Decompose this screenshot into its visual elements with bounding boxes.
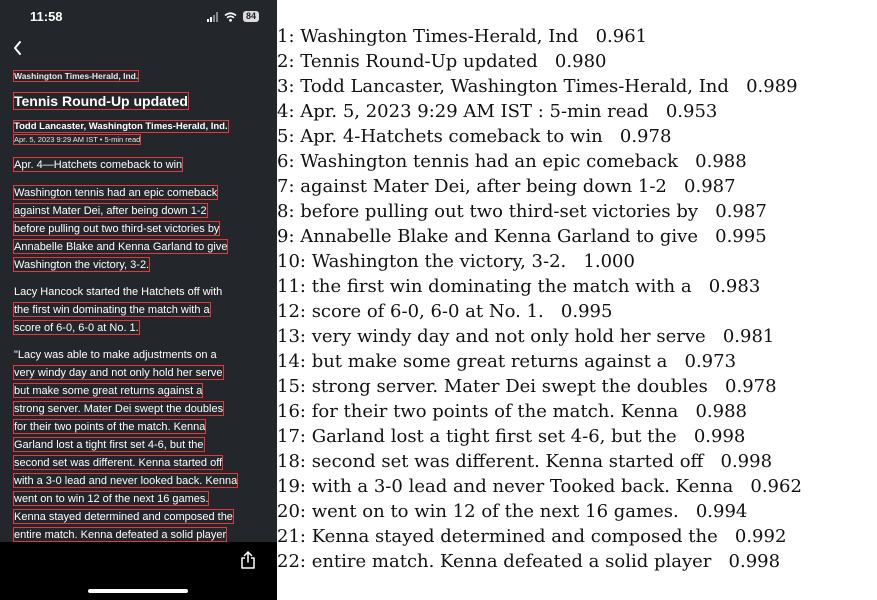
ocr-line: 20: went on to win 12 of the next 16 games. 0.994 xyxy=(277,501,748,522)
article-line: "Lacy was able to make adjustments on a xyxy=(14,349,217,361)
ocr-line: 6: Washington tennis had an epic comeback 0.988 xyxy=(277,151,747,172)
article-line: Apr. 4—Hatchets comeback to win xyxy=(14,159,183,171)
article-line: second set was different. Kenna started off xyxy=(14,457,223,469)
article-line: Garland lost a tight first set 4-6, but the xyxy=(14,439,204,451)
article-line: Washington the victory, 3-2. xyxy=(14,259,150,271)
article-line: for their two points of the match. Kenna xyxy=(14,421,206,433)
article-author: Todd Lancaster, Washington Times-Herald, Ind. xyxy=(14,121,228,132)
article-source: Washington Times-Herald, Ind. xyxy=(14,71,139,81)
ocr-line: 12: score of 6-0, 6-0 at No. 1. 0.995 xyxy=(277,301,613,322)
article-line: Washington tennis had an epic comeback xyxy=(14,187,218,199)
article-line: entire match. Kenna defeated a solid player xyxy=(14,529,227,541)
ocr-line: 7: against Mater Dei, after being down 1-2 0.987 xyxy=(277,176,736,197)
wifi-icon xyxy=(224,12,237,22)
status-icons xyxy=(207,11,259,22)
ocr-line: 3: Todd Lancaster, Washington Times-Herald, Ind 0.989 xyxy=(277,76,798,97)
article-line: very windy day and not only hold her serve xyxy=(14,367,223,379)
ocr-line: 4: Apr. 5, 2023 9:29 AM IST : 5-min read 0.953 xyxy=(277,101,718,122)
back-chevron-icon[interactable] xyxy=(10,38,26,58)
article-title: Tennis Round-Up updated xyxy=(14,93,188,109)
ocr-line: 1: Washington Times-Herald, Ind 0.961 xyxy=(277,26,648,47)
article-date: Apr. 5, 2023 9:29 AM IST • 5-min read xyxy=(14,135,141,144)
article-line: against Mater Dei, after being down 1-2 xyxy=(14,205,207,217)
article-line: before pulling out two third-set victories by xyxy=(14,223,220,235)
ocr-line: 19: with a 3-0 lead and never Tooked back. Kenna 0.962 xyxy=(277,476,802,497)
article-line: score of 6-0, 6-0 at No. 1. xyxy=(14,322,139,334)
ocr-line: 11: the first win dominating the match with a 0.983 xyxy=(277,276,761,297)
article-line: strong server. Mater Dei swept the doubles xyxy=(14,403,224,415)
status-time: 11:58 xyxy=(30,9,63,24)
ocr-line: 17: Garland lost a tight first set 4-6, but the 0.998 xyxy=(277,426,746,447)
ocr-line: 16: for their two points of the match. Kenna 0.988 xyxy=(277,401,747,422)
article-line: with a 3-0 lead and never looked back. Kenna xyxy=(14,475,238,487)
phone-screenshot xyxy=(0,0,277,600)
article-line: Kenna stayed determined and composed the xyxy=(14,511,233,523)
ocr-line: 13: very windy day and not only hold her serve 0.981 xyxy=(277,326,775,347)
ocr-line: 22: entire match. Kenna defeated a solid player 0.998 xyxy=(277,551,781,572)
home-indicator xyxy=(88,589,188,593)
ocr-line: 10: Washington the victory, 3-2. 1.000 xyxy=(277,251,635,272)
signal-icon xyxy=(207,12,218,22)
ocr-line: 21: Kenna stayed determined and composed the 0.992 xyxy=(277,526,787,547)
ocr-line: 5: Apr. 4-Hatchets comeback to win 0.978 xyxy=(277,126,672,147)
article-line: the first win dominating the match with a xyxy=(14,304,210,316)
ocr-line: 2: Tennis Round-Up updated 0.980 xyxy=(277,51,607,72)
article-line: went on to win 12 of the next 16 games. xyxy=(14,493,209,505)
ocr-line: 9: Annabelle Blake and Kenna Garland to give 0.995 xyxy=(277,226,767,247)
ocr-line: 14: but make some great returns against a 0.973 xyxy=(277,351,737,372)
ocr-results-list xyxy=(277,0,877,600)
ocr-line: 18: second set was different. Kenna started off 0.998 xyxy=(277,451,773,472)
article-line: Annabelle Blake and Kenna Garland to give xyxy=(14,241,228,253)
ocr-line: 15: strong server. Mater Dei swept the doubles 0.978 xyxy=(277,376,777,397)
battery-indicator: 84 xyxy=(243,11,259,22)
article-line: Lacy Hancock started the Hatchets off with xyxy=(14,286,223,298)
share-icon[interactable] xyxy=(240,551,256,569)
ocr-line: 8: before pulling out two third-set victories by 0.987 xyxy=(277,201,767,222)
status-bar xyxy=(0,0,277,36)
article-line: but make some great returns against a xyxy=(14,385,203,397)
